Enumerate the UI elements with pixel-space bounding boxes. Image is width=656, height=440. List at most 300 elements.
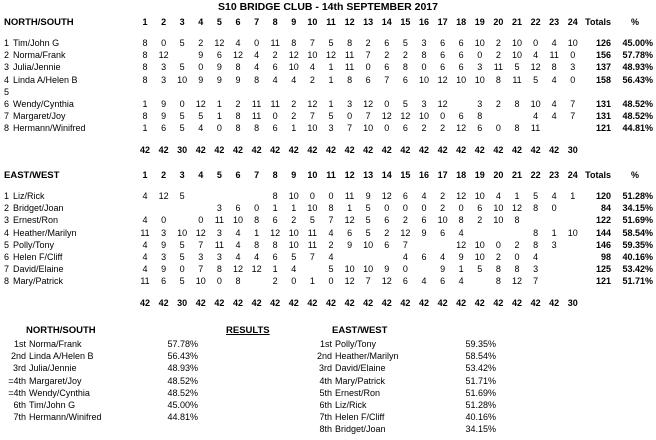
board-sum: 42 — [511, 297, 522, 308]
pair-total: 146 — [595, 239, 611, 250]
result-rank: 8th — [319, 424, 332, 435]
score-cell: 11 — [512, 74, 522, 85]
score-cell: 11 — [270, 38, 280, 48]
board-number-header: 12 — [344, 17, 355, 27]
board-sum: 42 — [195, 297, 206, 308]
score-cell: 4 — [551, 99, 557, 109]
result-percent: 51.28% — [465, 400, 496, 410]
result-name: Linda A/Helen B — [29, 351, 94, 362]
score-cell: 3 — [198, 252, 204, 262]
result-name: Mary/Patrick — [335, 375, 386, 386]
score-cell: 3 — [347, 99, 353, 109]
score-cell: 5 — [365, 203, 371, 214]
score-cell: 12 — [400, 111, 411, 122]
board-sum: 42 — [363, 144, 374, 155]
pair-percent: 57.78% — [622, 50, 653, 61]
pair-number: 4 — [4, 74, 10, 85]
score-cell: 4 — [458, 276, 464, 287]
pair-name: Tim/John G — [13, 38, 60, 48]
score-cell: 12 — [381, 276, 392, 287]
board-number-header: 24 — [567, 17, 578, 27]
score-cell: 8 — [421, 50, 427, 61]
score-cell: 8 — [142, 111, 148, 122]
pair-name: Wendy/Cynthia — [13, 99, 74, 109]
score-cell: 2 — [272, 50, 278, 61]
score-cell: 0 — [179, 264, 185, 275]
score-cell: 0 — [328, 276, 334, 287]
score-cell: 12 — [381, 191, 392, 201]
score-cell: 4 — [328, 252, 334, 262]
score-cell: 4 — [291, 74, 297, 85]
pair-name: Hermann/Winifred — [13, 123, 86, 134]
score-cell: 6 — [421, 252, 427, 262]
pair-percent: 44.81% — [622, 123, 653, 134]
score-cell: 7 — [570, 111, 576, 122]
score-cell: 4 — [421, 276, 427, 287]
score-cell: 6 — [384, 38, 390, 48]
score-cell: 9 — [384, 264, 390, 275]
pair-number: 5 — [4, 239, 10, 250]
score-cell: 4 — [551, 38, 557, 48]
score-cell: 8 — [347, 74, 353, 85]
score-cell: 0 — [272, 111, 278, 122]
result-percent: 44.81% — [167, 412, 198, 423]
score-cell: 2 — [235, 99, 241, 109]
score-cell: 2 — [291, 111, 297, 122]
pair-percent: 56.43% — [622, 74, 653, 85]
score-cell: 5 — [365, 227, 371, 238]
board-sum: 42 — [493, 297, 504, 308]
board-sum: 42 — [288, 144, 299, 155]
score-cell: 11 — [344, 62, 355, 73]
board-number-header: 11 — [326, 17, 336, 27]
score-cell: 12 — [195, 99, 206, 109]
score-cell: 5 — [179, 123, 185, 134]
score-cell: 9 — [216, 74, 222, 85]
board-number-header: 4 — [198, 170, 204, 180]
score-cell: 0 — [291, 276, 297, 287]
board-sum: 42 — [139, 297, 150, 308]
result-name: Heather/Marilyn — [335, 351, 399, 362]
board-sum: 42 — [437, 297, 448, 308]
board-number-header: 4 — [198, 17, 204, 27]
score-cell: 9 — [161, 99, 167, 109]
score-cell: 4 — [533, 50, 539, 61]
score-cell: 11 — [307, 227, 318, 238]
board-sum: 42 — [270, 297, 281, 308]
board-sum: 42 — [363, 297, 374, 308]
pair-number: 2 — [4, 50, 10, 61]
score-cell: 10 — [363, 123, 374, 134]
score-cell: 5 — [291, 252, 297, 262]
score-cell: 4 — [440, 252, 446, 262]
pair-name: Mary/Patrick — [13, 276, 64, 287]
score-cell: 11 — [493, 62, 504, 73]
score-cell: 4 — [142, 252, 148, 262]
score-cell: 0 — [402, 203, 408, 214]
board-number-header: 21 — [511, 170, 522, 180]
board-number-header: 9 — [291, 17, 297, 27]
pair-total: 98 — [600, 252, 611, 262]
board-sum: 42 — [418, 144, 429, 155]
score-cell: 10 — [307, 123, 318, 134]
score-cell: 5 — [179, 276, 185, 287]
board-number-header: 14 — [381, 17, 392, 27]
board-number-header: 16 — [418, 17, 429, 27]
score-cell: 10 — [474, 38, 485, 48]
pair-number: 7 — [4, 111, 10, 122]
result-name: Tim/John G — [29, 400, 76, 410]
board-number-header: 5 — [216, 170, 222, 180]
score-cell: 4 — [254, 50, 260, 61]
board-sum: 42 — [307, 297, 318, 308]
score-cell: 8 — [514, 123, 520, 134]
board-number-header: 5 — [216, 17, 222, 27]
score-cell: 1 — [328, 62, 334, 73]
pair-number: 6 — [4, 99, 10, 109]
score-cell: 2 — [402, 215, 408, 226]
score-cell: 6 — [384, 62, 390, 73]
ns-results-heading: NORTH/SOUTH — [26, 325, 96, 336]
score-cell: 6 — [458, 38, 464, 48]
board-sum: 42 — [251, 297, 262, 308]
score-cell: 7 — [365, 50, 371, 61]
score-cell: 7 — [198, 239, 204, 250]
board-number-header: 13 — [363, 170, 374, 180]
score-cell: 12 — [251, 264, 262, 275]
board-number-header: 1 — [142, 170, 148, 180]
score-cell: 6 — [440, 227, 446, 238]
score-cell: 5 — [514, 62, 520, 73]
pair-name: Norma/Frank — [13, 50, 66, 61]
board-sum: 42 — [549, 144, 560, 155]
score-cell: 4 — [235, 239, 241, 250]
score-cell: 6 — [347, 227, 353, 238]
score-cell: 2 — [421, 123, 427, 134]
result-percent: 51.69% — [465, 387, 496, 398]
pair-total: 131 — [595, 111, 611, 122]
score-cell: 10 — [344, 264, 355, 275]
score-cell: 8 — [291, 38, 297, 48]
score-cell: 9 — [365, 191, 371, 201]
pair-name: Helen F/Cliff — [13, 252, 63, 262]
board-number-header: 20 — [493, 170, 504, 180]
score-cell: 6 — [421, 215, 427, 226]
score-cell: 10 — [437, 215, 448, 226]
score-cell: 10 — [195, 276, 206, 287]
score-cell: 11 — [549, 50, 559, 61]
result-percent: 48.52% — [167, 387, 198, 398]
pair-total: 158 — [595, 74, 611, 85]
result-rank: 7th — [13, 412, 26, 423]
score-cell: 8 — [514, 215, 520, 226]
score-cell: 4 — [142, 264, 148, 275]
score-cell: 0 — [216, 123, 222, 134]
score-cell: 5 — [477, 264, 483, 275]
score-cell: 2 — [328, 239, 334, 250]
score-cell: 11 — [344, 191, 355, 201]
score-cell: 8 — [142, 62, 148, 73]
score-cell: 8 — [347, 38, 353, 48]
score-cell: 8 — [235, 276, 241, 287]
score-cell: 0 — [421, 203, 427, 214]
score-cell: 6 — [272, 62, 278, 73]
percent-header: % — [630, 17, 639, 27]
board-number-header: 7 — [254, 17, 260, 27]
board-number-header: 22 — [530, 17, 541, 27]
pair-percent: 48.52% — [622, 111, 653, 122]
result-rank: 1st — [319, 339, 332, 349]
score-cell: 3 — [551, 239, 557, 250]
score-cell: 6 — [402, 276, 408, 287]
score-cell: 9 — [198, 74, 204, 85]
score-cell: 11 — [270, 99, 280, 109]
result-name: Hermann/Winifred — [29, 412, 102, 423]
score-cell: 8 — [272, 191, 278, 201]
score-cell: 11 — [344, 50, 355, 61]
result-percent: 51.71% — [465, 375, 496, 386]
score-cell: 3 — [161, 227, 167, 238]
score-cell: 10 — [530, 99, 541, 109]
score-cell: 4 — [458, 227, 464, 238]
score-cell: 12 — [270, 227, 281, 238]
score-cell: 12 — [288, 50, 299, 61]
board-number-header: 6 — [235, 170, 241, 180]
page-title: S10 BRIDGE CLUB - 14th SEPTEMBER 2017 — [218, 1, 438, 13]
score-cell: 8 — [477, 111, 483, 122]
pair-percent: 48.52% — [622, 99, 653, 109]
score-cell: 5 — [309, 215, 315, 226]
result-rank: 3rd — [318, 363, 332, 374]
pair-total: 126 — [595, 38, 611, 48]
pair-percent: 40.16% — [622, 252, 653, 262]
board-sum: 30 — [177, 297, 188, 308]
result-rank: =4th — [8, 387, 26, 398]
board-number-header: 23 — [549, 170, 560, 180]
score-cell: 10 — [567, 38, 578, 48]
score-cell: 10 — [177, 227, 188, 238]
score-cell: 11 — [214, 239, 225, 250]
score-cell: 1 — [328, 74, 334, 85]
board-sum: 42 — [307, 144, 318, 155]
score-cell: 5 — [328, 38, 334, 48]
score-cell: 6 — [458, 62, 464, 73]
result-rank: 6th — [13, 400, 26, 410]
score-cell: 11 — [251, 111, 262, 122]
board-sum: 42 — [437, 144, 448, 155]
result-rank: 2nd — [10, 351, 26, 362]
score-cell: 10 — [288, 227, 299, 238]
score-cell: 0 — [254, 38, 260, 48]
score-cell: 0 — [161, 38, 167, 48]
score-cell: 8 — [551, 62, 557, 73]
score-cell: 5 — [179, 111, 185, 122]
score-cell: 0 — [198, 215, 204, 226]
score-cell: 8 — [495, 264, 501, 275]
score-cell: 4 — [421, 191, 427, 201]
score-cell: 10 — [307, 203, 318, 214]
score-cell: 10 — [288, 191, 299, 201]
score-cell: 6 — [477, 203, 483, 214]
score-cell: 0 — [458, 203, 464, 214]
score-cell: 8 — [254, 123, 260, 134]
score-cell: 4 — [402, 252, 408, 262]
score-cell: 7 — [347, 123, 353, 134]
score-cell: 8 — [272, 239, 278, 250]
score-cell: 2 — [495, 50, 501, 61]
score-cell: 9 — [440, 264, 446, 275]
board-sum: 42 — [214, 144, 225, 155]
score-cell: 10 — [511, 38, 522, 48]
score-cell: 8 — [514, 99, 520, 109]
score-cell: 0 — [216, 276, 222, 287]
pair-total: 156 — [595, 50, 611, 61]
score-cell: 12 — [381, 111, 392, 122]
score-cell: 11 — [530, 123, 541, 134]
score-cell: 6 — [402, 74, 408, 85]
score-cell: 3 — [421, 99, 427, 109]
score-cell: 6 — [216, 50, 222, 61]
score-cell: 0 — [365, 62, 371, 73]
pair-percent: 51.71% — [622, 276, 653, 287]
score-cell: 10 — [474, 191, 485, 201]
pair-total: 121 — [595, 123, 611, 134]
score-cell: 7 — [402, 239, 408, 250]
score-cell: 7 — [309, 111, 315, 122]
score-cell: 1 — [142, 123, 148, 134]
board-sum: 42 — [493, 144, 504, 155]
score-cell: 7 — [309, 252, 315, 262]
score-cell: 6 — [235, 203, 241, 214]
score-cell: 6 — [440, 276, 446, 287]
pair-total: 137 — [595, 62, 611, 73]
score-cell: 12 — [400, 227, 411, 238]
board-number-header: 20 — [493, 17, 504, 27]
score-cell: 4 — [291, 264, 297, 275]
board-sum: 42 — [530, 297, 541, 308]
pair-name: Liz/Rick — [13, 191, 45, 201]
score-cell: 4 — [533, 111, 539, 122]
score-cell: 12 — [307, 99, 318, 109]
result-rank: 3rd — [12, 363, 26, 374]
score-cell: 8 — [458, 215, 464, 226]
score-cell: 0 — [384, 203, 390, 214]
pair-name: David/Elaine — [13, 264, 64, 275]
score-cell: 8 — [514, 264, 520, 275]
score-cell: 9 — [347, 239, 353, 250]
board-sum: 42 — [381, 144, 392, 155]
score-cell: 4 — [142, 239, 148, 250]
score-cell: 10 — [232, 215, 243, 226]
score-cell: 0 — [161, 215, 167, 226]
score-cell: 2 — [291, 215, 297, 226]
score-cell: 10 — [363, 264, 374, 275]
score-cell: 3 — [570, 62, 576, 73]
totals-header: Totals — [585, 170, 611, 180]
score-cell: 12 — [195, 227, 206, 238]
score-cell: 1 — [347, 203, 353, 214]
score-cell: 7 — [384, 74, 390, 85]
score-cell: 0 — [402, 264, 408, 275]
pair-percent: 51.28% — [622, 191, 653, 201]
score-cell: 0 — [477, 50, 483, 61]
pair-number: 5 — [4, 86, 10, 97]
score-cell: 7 — [365, 111, 371, 122]
board-sum: 42 — [474, 144, 485, 155]
pair-percent: 34.15% — [622, 203, 653, 214]
pair-total: 125 — [595, 264, 611, 275]
board-sum: 42 — [530, 144, 541, 155]
score-cell: 12 — [344, 276, 355, 287]
score-cell: 6 — [365, 74, 371, 85]
score-cell: 12 — [437, 99, 448, 109]
score-cell: 10 — [307, 50, 318, 61]
score-cell: 6 — [440, 50, 446, 61]
pair-name: Polly/Tony — [13, 239, 55, 250]
board-sum: 42 — [232, 297, 243, 308]
result-percent: 59.35% — [465, 339, 496, 349]
score-cell: 12 — [456, 191, 467, 201]
score-cell: 2 — [384, 50, 390, 61]
score-cell: 1 — [272, 264, 278, 275]
result-percent: 45.00% — [167, 400, 198, 410]
score-cell: 6 — [161, 276, 167, 287]
ew-results-heading: EAST/WEST — [332, 325, 388, 336]
score-cell: 3 — [216, 203, 222, 214]
score-cell: 0 — [328, 191, 334, 201]
board-number-header: 14 — [381, 170, 392, 180]
score-cell: 6 — [440, 62, 446, 73]
result-rank: 7th — [319, 412, 332, 423]
score-cell: 10 — [363, 239, 374, 250]
board-number-header: 10 — [307, 170, 318, 180]
score-cell: 5 — [365, 215, 371, 226]
result-name: David/Elaine — [335, 363, 386, 374]
board-number-header: 18 — [456, 17, 467, 27]
score-cell: 9 — [458, 252, 464, 262]
score-cell: 10 — [474, 74, 485, 85]
score-cell: 10 — [288, 62, 299, 73]
score-cell: 9 — [198, 50, 204, 61]
score-cell: 2 — [477, 215, 483, 226]
score-cell: 3 — [421, 38, 427, 48]
score-cell: 12 — [232, 50, 243, 61]
score-cell: 1 — [514, 191, 520, 201]
score-cell: 3 — [161, 74, 167, 85]
board-number-header: 3 — [179, 170, 185, 180]
score-cell: 0 — [533, 38, 539, 48]
board-number-header: 22 — [530, 170, 541, 180]
score-cell: 8 — [254, 215, 260, 226]
board-number-header: 13 — [363, 17, 374, 27]
score-cell: 6 — [272, 252, 278, 262]
score-cell: 8 — [533, 203, 539, 214]
score-cell: 3 — [328, 123, 334, 134]
result-rank: 2nd — [316, 351, 332, 362]
score-cell: 6 — [477, 123, 483, 134]
score-cell: 4 — [551, 74, 557, 85]
score-cell: 12 — [158, 191, 169, 201]
board-number-header: 24 — [567, 170, 578, 180]
board-number-header: 9 — [291, 170, 297, 180]
score-cell: 0 — [347, 111, 353, 122]
result-name: Ernest/Ron — [335, 387, 381, 398]
score-cell: 1 — [216, 111, 222, 122]
score-cell: 11 — [214, 215, 225, 226]
score-cell: 2 — [198, 38, 204, 48]
score-cell: 2 — [495, 99, 501, 109]
board-sum: 42 — [158, 144, 169, 155]
